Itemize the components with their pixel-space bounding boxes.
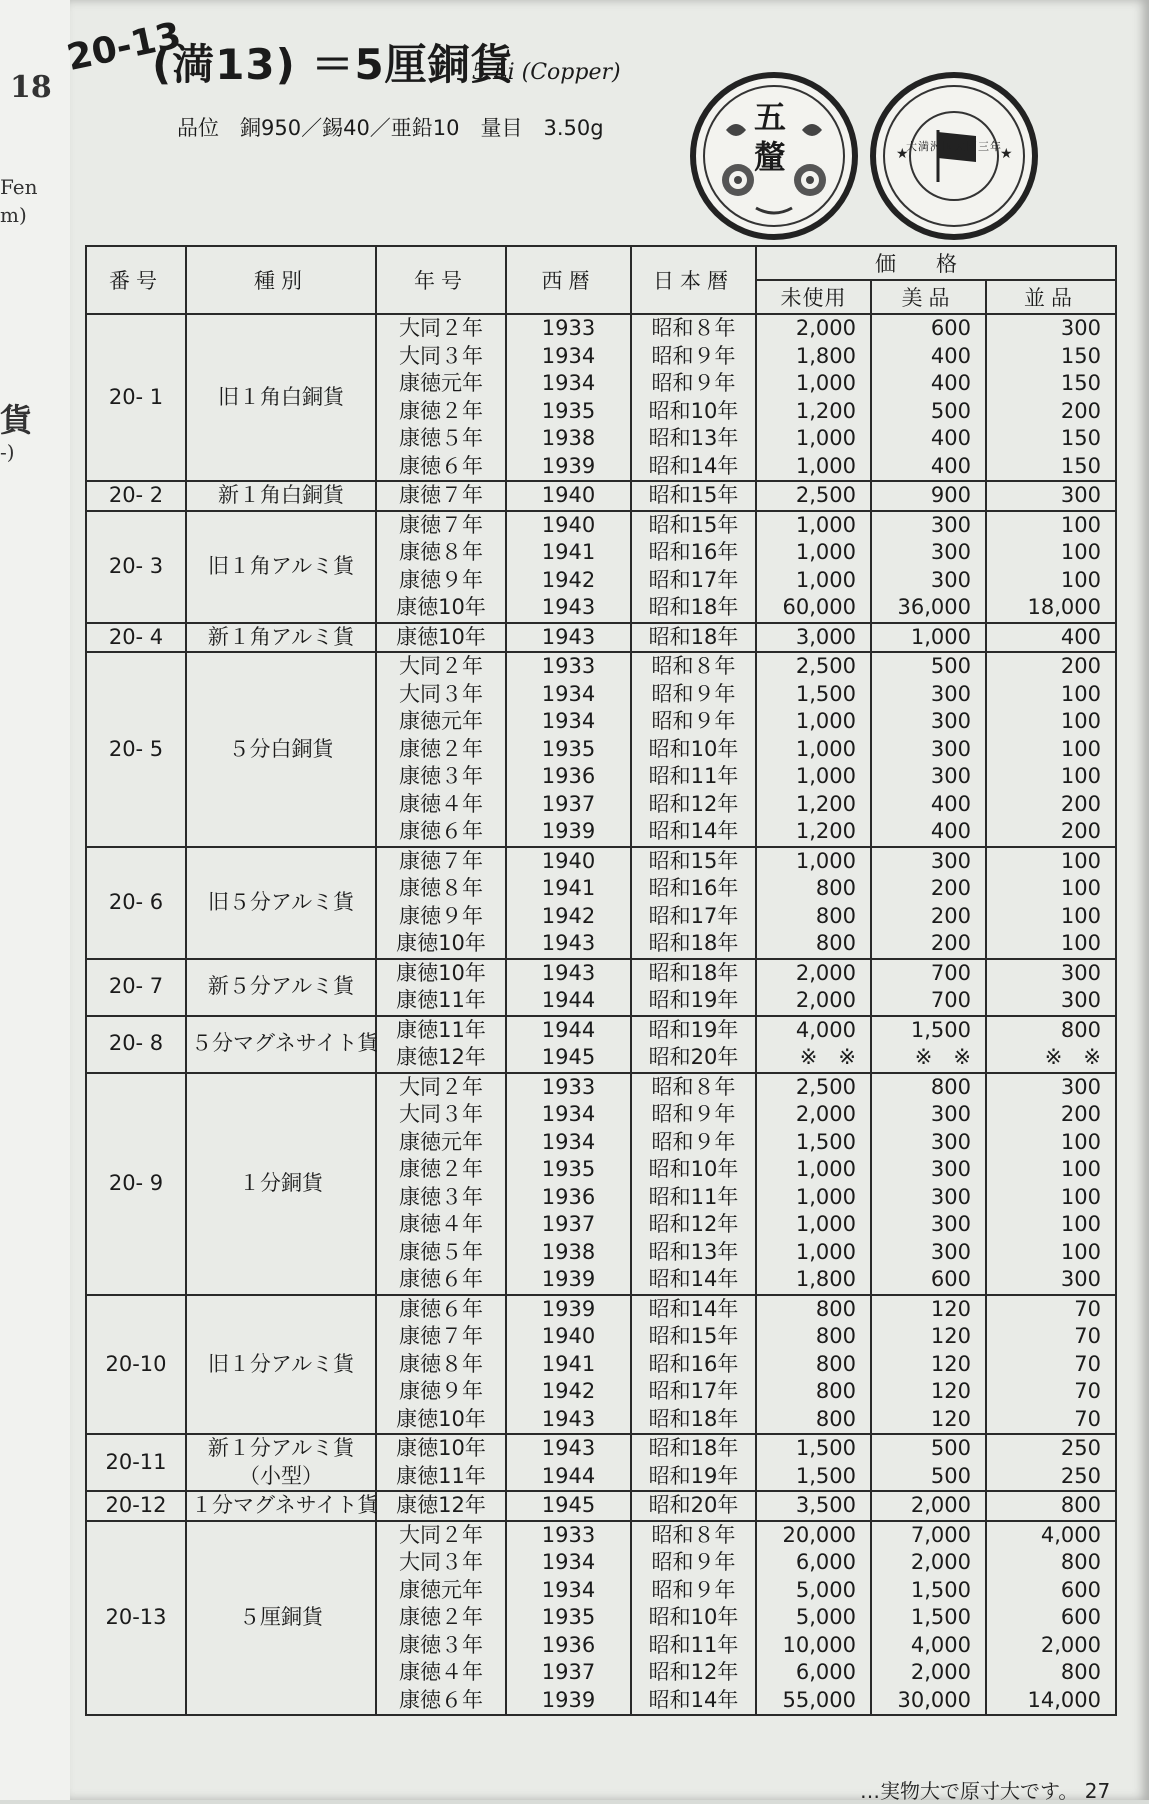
price-unused: 4,000 ※ ※ <box>756 1016 871 1073</box>
price-average: 100 100 100 18,000 <box>986 511 1116 623</box>
japanese-years: 昭和８年 昭和９年 昭和９年 昭和10年 昭和11年 昭和12年 昭和13年 昭和14年 <box>631 1073 756 1295</box>
left-fragment: 貨 <box>0 401 33 439</box>
table-row <box>86 481 1116 511</box>
price-average: 300 200 100 100 100 100 100 300 <box>986 1073 1116 1295</box>
page-footer: …実物大で原寸大です。 27 <box>860 1779 1111 1803</box>
left-fragment: Fen <box>0 175 38 199</box>
western-years: 1933 1934 1934 1935 1936 1937 1938 1939 <box>506 1073 631 1295</box>
price-fine: 2,000 <box>871 1491 986 1521</box>
coin-specification: 品位 銅950／錫40／亜鉛10 量目 3.50g <box>177 116 604 140</box>
coin-type: 旧１角アルミ貨 <box>186 511 376 623</box>
japanese-years: 昭和18年 昭和19年 <box>631 959 756 1016</box>
flag-icon <box>876 78 1032 234</box>
era-years: 康徳10年 康徳11年 <box>376 1434 506 1491</box>
table-row <box>86 511 1116 623</box>
price-unused: 1,500 1,500 <box>756 1434 871 1491</box>
price-fine: 1,500 ※ ※ <box>871 1016 986 1073</box>
price-average: 300 <box>986 481 1116 511</box>
coin-type: 旧５分アルミ貨 <box>186 847 376 959</box>
japanese-years: 昭和15年 <box>631 481 756 511</box>
western-years: 1945 <box>506 1491 631 1521</box>
price-average: 4,000 800 600 600 2,000 800 14,000 <box>986 1521 1116 1716</box>
price-unused: 2,000 1,800 1,000 1,200 1,000 1,000 <box>756 314 871 481</box>
section-title-english: 5 Li (Copper) <box>472 60 621 85</box>
row-number: 20- 5 <box>86 652 186 847</box>
coin-type: 旧１分アルミ貨 <box>186 1295 376 1435</box>
price-unused: 2,500 <box>756 481 871 511</box>
row-number: 20- 9 <box>86 1073 186 1295</box>
japanese-years: 昭和８年 昭和９年 昭和９年 昭和10年 昭和11年 昭和12年 昭和14年 <box>631 1521 756 1716</box>
price-average: 300 150 150 200 150 150 <box>986 314 1116 481</box>
coin-type: 新１角白銅貨 <box>186 481 376 511</box>
western-years: 1944 1945 <box>506 1016 631 1073</box>
table-row <box>86 847 1116 959</box>
western-years: 1933 1934 1934 1935 1938 1939 <box>506 314 631 481</box>
left-fragment: 18 <box>10 70 52 105</box>
western-years: 1933 1934 1934 1935 1936 1937 1939 <box>506 1521 631 1716</box>
column-header-type: 種別 <box>186 246 376 314</box>
column-header-japanese: 日本暦 <box>631 246 756 314</box>
price-average: 800 ※ ※ <box>986 1016 1116 1073</box>
coin-obverse-top-char: 五 <box>754 98 787 136</box>
row-number: 20- 3 <box>86 511 186 623</box>
left-page-edge <box>0 0 70 1800</box>
price-fine: 700 700 <box>871 959 986 1016</box>
price-fine: 800 300 300 300 300 300 300 600 <box>871 1073 986 1295</box>
section-header <box>63 14 772 170</box>
column-header-era: 年号 <box>376 246 506 314</box>
price-unused: 2,500 2,000 1,500 1,000 1,000 1,000 1,000 1,800 <box>756 1073 871 1295</box>
price-average: 200 100 100 100 100 200 200 <box>986 652 1116 847</box>
price-average: 300 300 <box>986 959 1116 1016</box>
coin-images <box>690 72 1070 252</box>
price-table <box>85 245 1117 1716</box>
western-years: 1933 1934 1934 1935 1936 1937 1939 <box>506 652 631 847</box>
era-years: 康徳７年 康徳８年 康徳９年 康徳10年 <box>376 511 506 623</box>
row-number: 20- 8 <box>86 1016 186 1073</box>
column-header-average: 並品 <box>986 280 1116 314</box>
coin-type: １分銅貨 <box>186 1073 376 1295</box>
japanese-years: 昭和18年 <box>631 623 756 653</box>
table-header-row <box>86 246 1116 280</box>
column-header-fine: 美品 <box>871 280 986 314</box>
coin-obverse <box>690 72 858 240</box>
era-years: 康徳12年 <box>376 1491 506 1521</box>
coin-type: 新１分アルミ貨 （小型） <box>186 1434 376 1491</box>
price-unused: 1,000 800 800 800 <box>756 847 871 959</box>
coin-type: 旧１角白銅貨 <box>186 314 376 481</box>
western-years: 1940 1941 1942 1943 <box>506 511 631 623</box>
coin-type: ５分白銅貨 <box>186 652 376 847</box>
row-number: 20- 6 <box>86 847 186 959</box>
price-fine: 7,000 2,000 1,500 1,500 4,000 2,000 30,000 <box>871 1521 986 1716</box>
row-number: 20-12 <box>86 1491 186 1521</box>
price-fine: 500 300 300 300 300 400 400 <box>871 652 986 847</box>
table-row <box>86 1521 1116 1716</box>
era-years: 康徳10年 <box>376 623 506 653</box>
row-number: 20-13 <box>86 1521 186 1716</box>
price-fine: 600 400 400 500 400 400 <box>871 314 986 481</box>
table-row <box>86 652 1116 847</box>
coin-type: 新５分アルミ貨 <box>186 959 376 1016</box>
price-average: 100 100 100 100 <box>986 847 1116 959</box>
western-years: 1940 <box>506 481 631 511</box>
era-years: 大同２年 大同３年 康徳元年 康徳２年 康徳３年 康徳４年 康徳６年 <box>376 1521 506 1716</box>
era-years: 康徳11年 康徳12年 <box>376 1016 506 1073</box>
era-years: 康徳10年 康徳11年 <box>376 959 506 1016</box>
era-years: 大同２年 大同３年 康徳元年 康徳２年 康徳３年 康徳４年 康徳６年 <box>376 652 506 847</box>
japanese-years: 昭和20年 <box>631 1491 756 1521</box>
japanese-years: 昭和15年 昭和16年 昭和17年 昭和18年 <box>631 847 756 959</box>
era-years: 大同２年 大同３年 康徳元年 康徳２年 康徳３年 康徳４年 康徳５年 康徳６年 <box>376 1073 506 1295</box>
price-fine: 1,000 <box>871 623 986 653</box>
coin-type: 新１角アルミ貨 <box>186 623 376 653</box>
column-header-western: 西暦 <box>506 246 631 314</box>
column-header-no: 番号 <box>86 246 186 314</box>
coin-type: ５厘銅貨 <box>186 1521 376 1716</box>
svg-text:★: ★ <box>1000 146 1013 162</box>
price-average: 400 <box>986 623 1116 653</box>
japanese-years: 昭和15年 昭和16年 昭和17年 昭和18年 <box>631 511 756 623</box>
coin-reverse <box>870 72 1038 240</box>
table-row <box>86 1295 1116 1435</box>
price-unused: 2,000 2,000 <box>756 959 871 1016</box>
column-header-price: 価格 <box>756 246 1116 280</box>
section-title: (満13) ＝5厘銅貨 <box>152 40 514 89</box>
column-header-unused: 未使用 <box>756 280 871 314</box>
svg-text:★: ★ <box>896 146 909 162</box>
row-number: 20- 2 <box>86 481 186 511</box>
table-row <box>86 1073 1116 1295</box>
coin-type: １分マグネサイト貨 <box>186 1491 376 1521</box>
coin-type: ５分マグネサイト貨 <box>186 1016 376 1073</box>
price-table-wrapper <box>85 245 1115 1716</box>
coin-obverse-bottom-char: 釐 <box>754 138 787 176</box>
price-unused: 3,500 <box>756 1491 871 1521</box>
price-unused: 20,000 6,000 5,000 5,000 10,000 6,000 55,000 <box>756 1521 871 1716</box>
western-years: 1940 1941 1942 1943 <box>506 847 631 959</box>
table-row <box>86 959 1116 1016</box>
left-fragment: m) <box>0 203 27 227</box>
price-fine: 120 120 120 120 120 <box>871 1295 986 1435</box>
table-row <box>86 1016 1116 1073</box>
row-number: 20-10 <box>86 1295 186 1435</box>
era-years: 康徳７年 <box>376 481 506 511</box>
price-unused: 2,500 1,500 1,000 1,000 1,000 1,200 1,200 <box>756 652 871 847</box>
row-number: 20- 1 <box>86 314 186 481</box>
japanese-years: 昭和19年 昭和20年 <box>631 1016 756 1073</box>
price-fine: 300 300 300 36,000 <box>871 511 986 623</box>
price-fine: 300 200 200 200 <box>871 847 986 959</box>
price-average: 70 70 70 70 70 <box>986 1295 1116 1435</box>
era-years: 大同２年 大同３年 康徳元年 康徳２年 康徳５年 康徳６年 <box>376 314 506 481</box>
price-unused: 800 800 800 800 800 <box>756 1295 871 1435</box>
price-unused: 3,000 <box>756 623 871 653</box>
table-row <box>86 1434 1116 1491</box>
western-years: 1943 1944 <box>506 1434 631 1491</box>
left-fragment: -) <box>0 440 15 464</box>
price-fine: 900 <box>871 481 986 511</box>
table-row <box>86 314 1116 481</box>
price-unused: 1,000 1,000 1,000 60,000 <box>756 511 871 623</box>
era-years: 康徳７年 康徳８年 康徳９年 康徳10年 <box>376 847 506 959</box>
table-row <box>86 1491 1116 1521</box>
row-number: 20- 7 <box>86 959 186 1016</box>
japanese-years: 昭和８年 昭和９年 昭和９年 昭和10年 昭和11年 昭和12年 昭和14年 <box>631 652 756 847</box>
price-average: 250 250 <box>986 1434 1116 1491</box>
row-number: 20- 4 <box>86 623 186 653</box>
row-number: 20-11 <box>86 1434 186 1491</box>
era-years: 康徳６年 康徳７年 康徳８年 康徳９年 康徳10年 <box>376 1295 506 1435</box>
japanese-years: 昭和18年 昭和19年 <box>631 1434 756 1491</box>
section-number: 20-13 <box>63 14 185 80</box>
price-average: 800 <box>986 1491 1116 1521</box>
coin-reverse-legend: 大満洲国大同三年 <box>906 140 1002 153</box>
western-years: 1943 <box>506 623 631 653</box>
western-years: 1939 1940 1941 1942 1943 <box>506 1295 631 1435</box>
japanese-years: 昭和14年 昭和15年 昭和16年 昭和17年 昭和18年 <box>631 1295 756 1435</box>
japanese-years: 昭和８年 昭和９年 昭和９年 昭和10年 昭和13年 昭和14年 <box>631 314 756 481</box>
price-fine: 500 500 <box>871 1434 986 1491</box>
table-row <box>86 623 1116 653</box>
western-years: 1943 1944 <box>506 959 631 1016</box>
